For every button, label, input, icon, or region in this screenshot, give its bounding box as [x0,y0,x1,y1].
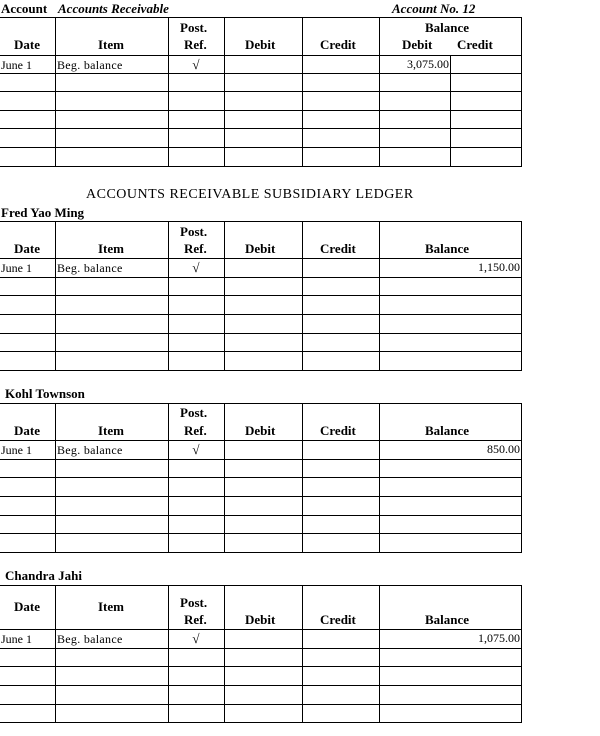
row-balance: 1,075.00 [478,631,520,645]
row-date: June 1 [1,261,32,275]
header-date: Date [14,599,40,614]
row-date: June 1 [1,443,32,457]
account-label: Account [1,1,48,16]
account-number: Account No. 12 [392,1,476,16]
header-balance-credit: Credit [457,37,493,52]
customer-name: Fred Yao Ming [1,205,85,220]
row-balance-debit: 3,075.00 [407,57,449,71]
customer-name: Chandra Jahi [5,568,82,583]
header-ref: Ref. [184,423,207,438]
row-item: Beg. balance [57,632,123,646]
header-credit: Credit [320,612,356,627]
row-ref: √ [192,260,200,275]
header-ref: Ref. [184,612,207,627]
header-item: Item [98,241,124,256]
subsidiary-title: ACCOUNTS RECEIVABLE SUBSIDIARY LEDGER [86,187,414,202]
header-date: Date [14,423,40,438]
row-item: Beg. balance [57,443,123,457]
row-item: Beg. balance [57,58,123,72]
row-balance: 850.00 [487,442,520,456]
header-date: Date [14,241,40,256]
header-debit: Debit [245,241,276,256]
header-credit: Credit [320,423,356,438]
customer-name: Kohl Townson [5,386,85,401]
header-balance: Balance [425,612,470,627]
row-balance: 1,150.00 [478,260,520,274]
header-debit: Debit [245,612,276,627]
header-item: Item [98,599,124,614]
row-date: June 1 [1,58,32,72]
header-date: Date [14,37,40,52]
header-debit: Debit [245,423,276,438]
header-post: Post. [180,405,208,420]
header-post: Post. [180,20,208,35]
header-item: Item [98,423,124,438]
header-ref: Ref. [184,241,207,256]
header-debit: Debit [245,37,276,52]
row-ref: √ [192,442,200,457]
header-item: Item [98,37,124,52]
header-credit: Credit [320,241,356,256]
row-date: June 1 [1,632,32,646]
header-balance: Balance [425,241,470,256]
header-post: Post. [180,595,208,610]
account-name: Accounts Receivable [58,1,169,16]
header-ref: Ref. [184,37,207,52]
header-credit: Credit [320,37,356,52]
header-balance-debit: Debit [402,37,433,52]
header-post: Post. [180,224,208,239]
row-ref: √ [192,57,200,72]
row-ref: √ [192,631,200,646]
row-item: Beg. balance [57,261,123,275]
header-balance: Balance [425,20,470,35]
header-balance: Balance [425,423,470,438]
